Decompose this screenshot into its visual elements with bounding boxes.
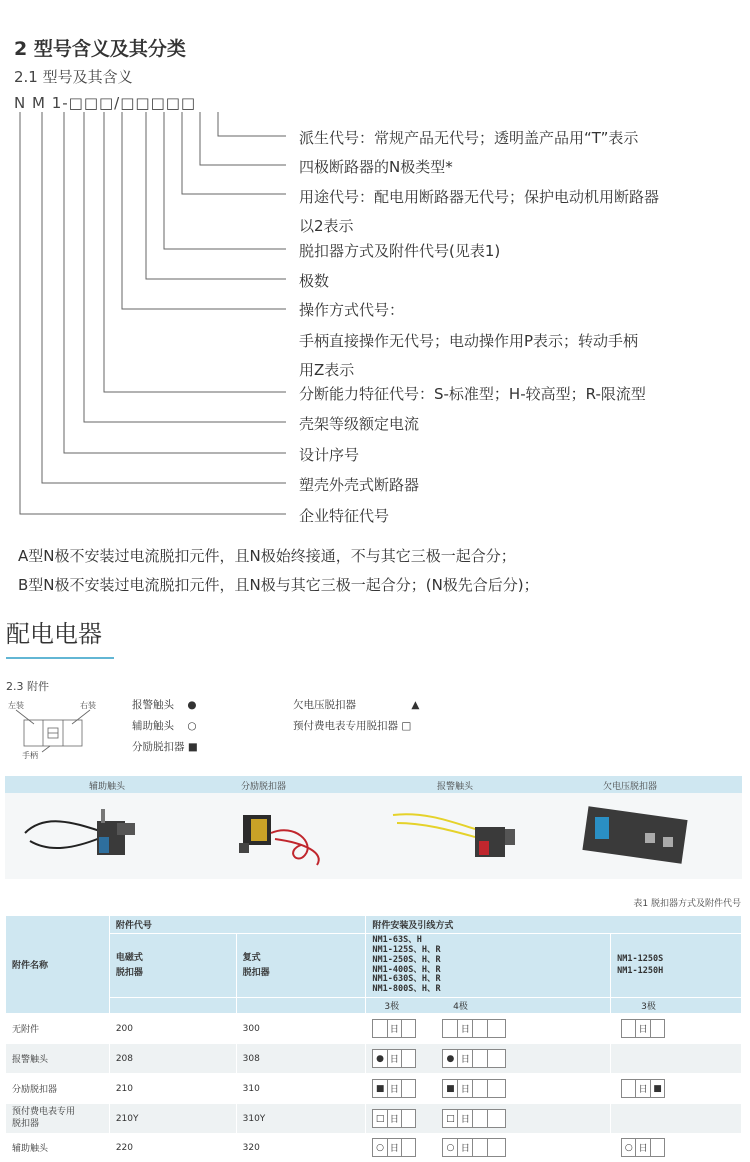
row-name: 分励脱扣器 [6, 1074, 110, 1104]
row-symbols-a [366, 1134, 611, 1162]
row-name: 无附件 [6, 1014, 110, 1044]
legend-prepaid-release: 预付费电表专用脱扣器 □ [293, 720, 412, 732]
row-name: 辅助触头 [6, 1134, 110, 1162]
pole3b-symbol: 日 [621, 1019, 665, 1038]
accessory-photos [5, 793, 742, 879]
aux-contact-image [25, 809, 135, 855]
pole-3b-label: 3极 [641, 1002, 656, 1012]
section-subtitle: 2.1 型号及其含义 [14, 68, 133, 86]
row-em-code: 220 [109, 1134, 236, 1162]
row-symbols-a [366, 1044, 611, 1074]
distribution-title: 配电电器 [6, 620, 102, 648]
shunt-release-image [239, 815, 319, 865]
desc-derivative-code: 派生代号：常规产品无代号；透明盖产品用“T”表示 [299, 129, 639, 147]
diagram-label-left: 左装 [8, 701, 24, 710]
legend-alarm-contact: 报警触头 ● [132, 699, 197, 711]
filled-circle-icon: ● [187, 699, 197, 711]
photo-label-band [5, 776, 742, 793]
row-em-code: 200 [109, 1014, 236, 1044]
note-type-a: A型N极不安装过电流脱扣元件，且N极始终接通，不与其它三极一起合分； [18, 547, 516, 565]
desc-operation-detail-cont: 用Z表示 [299, 361, 355, 379]
table-row [6, 1044, 742, 1074]
row-name: 报警触头 [6, 1044, 110, 1074]
desc-usage-code: 用途代号：配电用断路器无代号；保护电动机用断路器 [299, 188, 660, 206]
legend-shunt-release: 分励脱扣器 ■ [132, 741, 198, 753]
pole3b-symbol: 日 ■ [621, 1079, 665, 1098]
row-comp-code: 320 [236, 1134, 366, 1162]
table-row [6, 1074, 742, 1104]
accessory-photos-illustration [5, 793, 742, 879]
table-row [6, 1134, 742, 1162]
pole-3-label: 3极 [384, 1002, 400, 1012]
row-em-code: 208 [109, 1044, 236, 1074]
row-symbols-a [366, 1014, 611, 1044]
desc-breaking-capacity: 分断能力特征代号：S-标准型；H-较高型；R-限流型 [299, 385, 646, 403]
photo-label-alarm: 报警触头 [437, 782, 474, 792]
header-install-method: 附件安装及引线方式 [366, 916, 742, 934]
open-square-icon: □ [401, 720, 412, 732]
accessory-code-table [5, 915, 742, 1162]
diagram-label-right: 右装 [80, 701, 96, 710]
pole4-symbol: ■ 日 [442, 1079, 506, 1098]
pole3b-symbol: ○ 日 [621, 1138, 665, 1157]
pole4-symbol: ○ 日 [442, 1138, 506, 1157]
table-row [6, 1014, 742, 1044]
row-comp-code: 300 [236, 1014, 366, 1044]
alarm-contact-image [393, 814, 515, 857]
desc-design-number: 设计序号 [299, 446, 360, 464]
row-em-code: 210Y [109, 1104, 236, 1134]
photo-label-shunt: 分励脱扣器 [241, 782, 287, 792]
pole4-symbol: 日 [442, 1019, 506, 1038]
pole4-symbol: □ 日 [442, 1109, 506, 1128]
filled-square-icon: ■ [187, 741, 198, 753]
pole3-symbol: ● 日 [372, 1049, 416, 1068]
row-em-code: 210 [109, 1074, 236, 1104]
row-comp-code: 310 [236, 1074, 366, 1104]
row-symbols-b [611, 1074, 742, 1104]
row-symbols-a [366, 1104, 611, 1134]
pole3-symbol: 日 [372, 1019, 416, 1038]
photo-label-undervoltage: 欠电压脱扣器 [603, 782, 658, 792]
row-symbols-b [611, 1134, 742, 1162]
header-accessory-code: 附件代号 [109, 916, 366, 934]
pole4-symbol: ● 日 [442, 1049, 506, 1068]
desc-usage-code-cont: 以2表示 [299, 217, 354, 235]
desc-operation-code: 操作方式代号： [299, 301, 405, 319]
pole3-symbol: ■ 日 [372, 1079, 416, 1098]
desc-moulded-case: 塑壳外壳式断路器 [299, 476, 420, 494]
diagram-label-handle: 手柄 [22, 751, 38, 760]
title-underline [6, 657, 114, 659]
accessory-heading: 2.3 附件 [6, 680, 49, 693]
table-caption: 表1 脱扣器方式及附件代号 [633, 899, 741, 909]
header-electromagnetic: 电磁式 脱扣器 [109, 934, 236, 998]
desc-n-pole-type: 四极断路器的N极类型* [299, 158, 453, 176]
legend-aux-contact: 辅助触头 ○ [132, 720, 197, 732]
row-comp-code: 308 [236, 1044, 366, 1074]
undervoltage-release-image [582, 806, 687, 863]
header-accessory-name: 附件名称 [6, 916, 110, 1014]
pole3-symbol: ○ 日 [372, 1138, 416, 1157]
section-title: 2 型号含义及其分类 [14, 38, 186, 60]
note-type-b: B型N极不安装过电流脱扣元件，且N极与其它三极一起合分；(N极先合后分)； [18, 576, 539, 594]
model-code: N M 1-□□□/□□□□□ [14, 94, 197, 112]
desc-enterprise-code: 企业特征代号 [299, 507, 390, 525]
header-compound: 复式 脱扣器 [236, 934, 366, 998]
pole3-symbol: □ 日 [372, 1109, 416, 1128]
table-row [6, 1104, 742, 1134]
desc-release-code: 脱扣器方式及附件代号(见表1) [299, 242, 501, 260]
pole-4-label: 4极 [453, 1002, 468, 1012]
model-code-bracket-lines [0, 0, 750, 540]
row-symbols-b [611, 1014, 742, 1044]
desc-poles: 极数 [299, 272, 330, 290]
desc-frame-current: 壳架等级额定电流 [299, 415, 420, 433]
row-comp-code: 310Y [236, 1104, 366, 1134]
photo-label-aux: 辅助触头 [89, 782, 126, 792]
triangle-icon: ▲ [411, 699, 420, 711]
legend-undervoltage: 欠电压脱扣器 ▲ [293, 699, 420, 711]
row-name: 预付费电表专用 脱扣器 [6, 1104, 110, 1134]
row-symbols-a [366, 1074, 611, 1104]
mounting-diagram [6, 706, 106, 758]
desc-operation-detail: 手柄直接操作无代号；电动操作用P表示；转动手柄 [299, 332, 639, 350]
header-models-a: NM1-63S、H NM1-125S、H、R NM1-250S、H、R NM1-400S、H、R NM1-630S、H、R NM1-800S、H、R [366, 934, 611, 998]
open-circle-icon: ○ [187, 720, 197, 732]
header-models-b: NM1-1250S NM1-1250H [611, 934, 742, 998]
